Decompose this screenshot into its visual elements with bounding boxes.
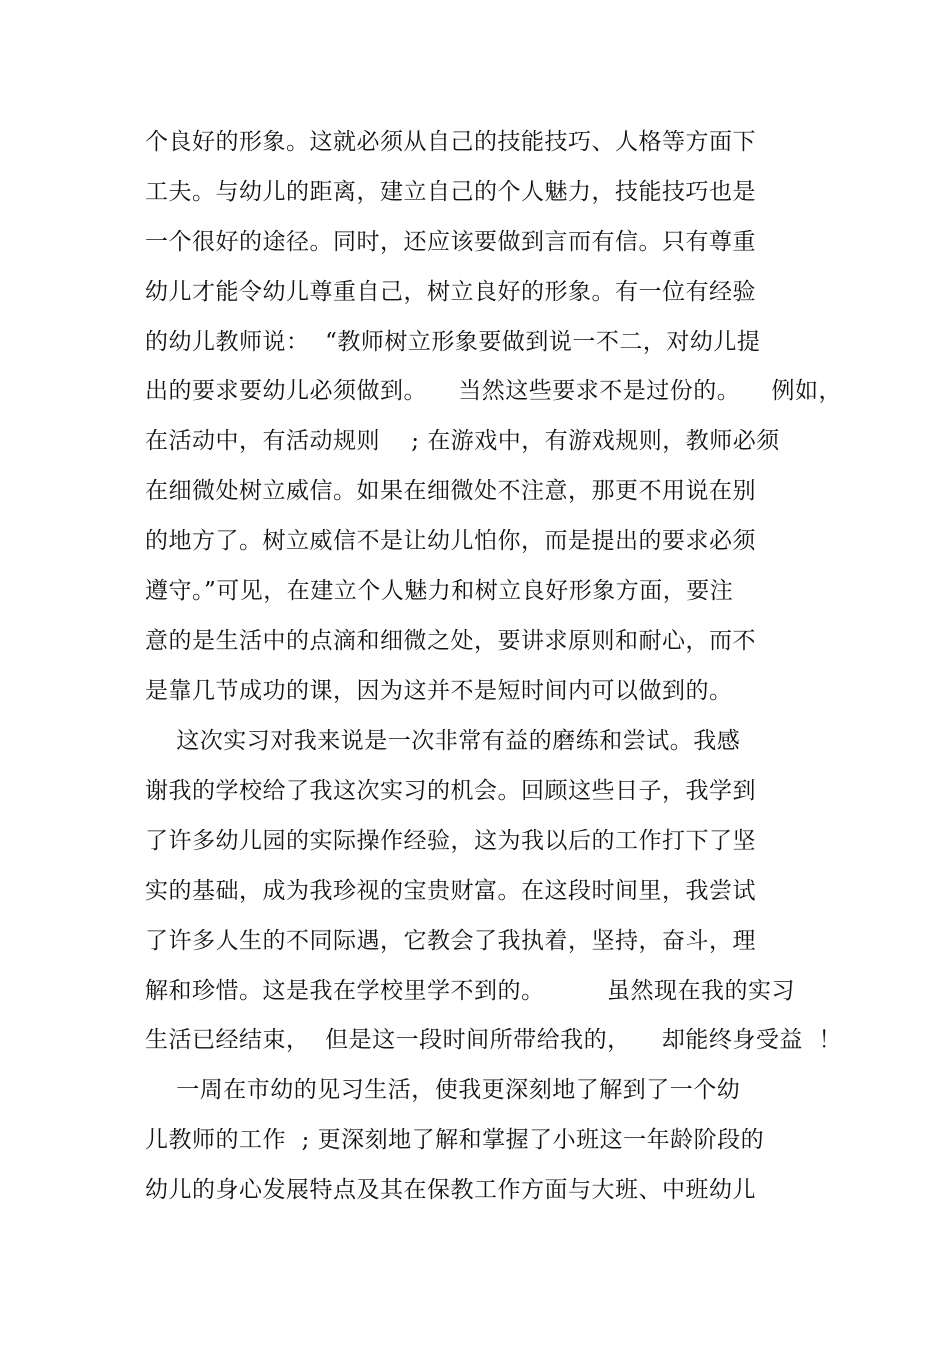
text-line: 的幼儿教师说： “教师树立形象要做到说一不二，对幼儿提 xyxy=(145,329,761,355)
text-line: 意的是生活中的点滴和细微之处，要讲求原则和耐心，而不 xyxy=(145,628,756,654)
text-line: 工夫。与幼儿的距离，建立自己的个人魅力，技能技巧也是 xyxy=(145,179,756,205)
text-line: 谢我的学校给了我这次实习的机会。回顾这些日子，我学到 xyxy=(145,778,756,804)
text-line: 的地方了。树立威信不是让幼儿怕你，而是提出的要求必须 xyxy=(145,528,756,554)
text-line: 了许多人生的不同际遇，它教会了我执着，坚持，奋斗，理 xyxy=(145,928,756,954)
text-line: 遵守。”可见，在建立个人魅力和树立良好形象方面，要注 xyxy=(145,578,734,604)
text-line: 幼儿才能令幼儿尊重自己，树立良好的形象。有一位有经验 xyxy=(145,279,756,305)
text-line: 出的要求要幼儿必须做到。 当然这些要求不是过份的。 例如， xyxy=(145,378,842,404)
text-line: 解和珍惜。这是我在学校里学不到的。 虽然现在我的实习 xyxy=(145,978,795,1004)
text-line: 一个很好的途径。同时，还应该要做到言而有信。只有尊重 xyxy=(145,229,756,255)
text-line: 是靠几节成功的课，因为这并不是短时间内可以做到的。 xyxy=(145,678,733,704)
text-line: 了许多幼儿园的实际操作经验，这为我以后的工作打下了坚 xyxy=(145,828,756,854)
text-line: 实的基础，成为我珍视的宝贵财富。在这段时间里，我尝试 xyxy=(145,878,756,904)
text-line: 儿教师的工作 ; 更深刻地了解和掌握了小班这一年龄阶段的 xyxy=(145,1127,765,1153)
text-line: 在细微处树立威信。如果在细微处不注意，那更不用说在别 xyxy=(145,478,756,504)
text-line: 幼儿的身心发展特点及其在保教工作方面与大班、中班幼儿 xyxy=(145,1177,756,1203)
text-line: 在活动中，有活动规则 ; 在游戏中，有游戏规则，教师必须 xyxy=(145,428,780,454)
paragraph-start-line: 一周在市幼的见习生活，使我更深刻地了解到了一个幼 xyxy=(145,1077,741,1103)
text-line: 生活已经结束， 但是这一段时间所带给我的， 却能终身受益 ！ xyxy=(145,1027,842,1053)
paragraph-start-line: 这次实习对我来说是一次非常有益的磨练和尝试。我感 xyxy=(145,728,741,754)
text-line: 个良好的形象。这就必须从自己的技能技巧、人格等方面下 xyxy=(145,129,756,155)
